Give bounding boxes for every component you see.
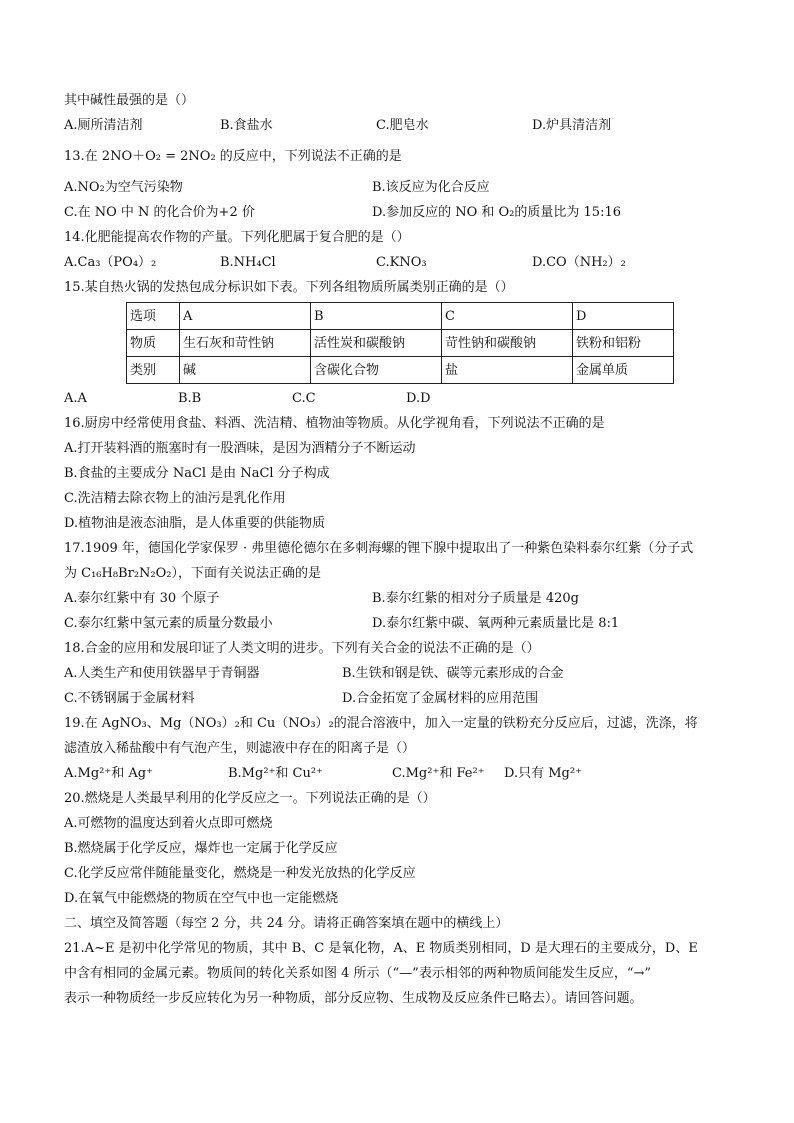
q17-option-d: D.泰尔红紫中碳、氧两种元素质量比是 8:1: [372, 616, 620, 631]
section-2-heading: 二、填空及简答题（每空 2 分，共 24 分。请将正确答案填在题中的横线上）: [64, 916, 509, 931]
q21-line2: 中含有相同的金属元素。物质间的转化关系如图 4 所示（“—”表示相邻的两种物质间能发生反应，“→”: [64, 966, 652, 981]
q13-options-row1: [64, 175, 744, 200]
q17-options-row2: [64, 611, 744, 636]
table-row: [127, 303, 674, 330]
table-cell: C: [442, 303, 573, 330]
q19-options: [64, 761, 744, 786]
q17-option-a: A.泰尔红紫中有 30 个原子: [64, 591, 220, 606]
table-cell: 生石灰和苛性钠: [180, 330, 311, 357]
q18-option-c: C.不锈钢属于金属材料: [64, 691, 195, 706]
q15-option-a: A.A: [64, 391, 87, 406]
table-cell: A: [180, 303, 311, 330]
q18-options-row1: [64, 661, 744, 686]
q14-option-d: D.CO（NH₂）₂: [532, 255, 626, 270]
q16-option-b: B.食盐的主要成分 NaCl 是由 NaCl 分子构成: [64, 466, 330, 481]
q12-option-d: D.炉具清洁剂: [532, 118, 612, 133]
q18-option-b: B.生铁和钢是铁、碳等元素形成的合金: [342, 666, 564, 681]
q14-option-a: A.Ca₃（PO₄）₂: [64, 255, 157, 270]
q20-stem: 20.燃烧是人类最早利用的化学反应之一。下列说法正确的是（）: [64, 791, 436, 806]
q16-option-d: D.植物油是液态油脂，是人体重要的供能物质: [64, 516, 326, 531]
q12-stem: 其中碱性最强的是（）: [64, 93, 195, 108]
q19-stem-line1: 19.在 AgNO₃、Mg（NO₃）₂和 Cu（NO₃）₂的混合溶液中，加入一定量的铁粉充分反应后，过滤，洗涤，将: [64, 716, 698, 731]
table-cell: 活性炭和碳酸钠: [311, 330, 442, 357]
q16-stem: 16.厨房中经常使用食盐、料酒、洗洁精、植物油等物质。从化学视角看，下列说法不正确的是: [64, 416, 605, 431]
q16-option-c: C.洗洁精去除衣物上的油污是乳化作用: [64, 491, 286, 506]
q12-option-c: C.肥皂水: [376, 118, 429, 133]
table-cell: 盐: [442, 357, 573, 384]
q13-option-c: C.在 NO 中 N 的化合价为+2 价: [64, 205, 255, 220]
q13-stem: 13.在 2NO＋O₂ = 2NO₂ 的反应中，下列说法不正确的是: [64, 149, 402, 164]
q18-options-row2: [64, 686, 744, 711]
q17-stem-line1: 17.1909 年，德国化学家保罗 · 弗里德伦德尔在多刺海螺的锂下腺中提取出了一种紫色染料泰尔红紫（分子式: [64, 541, 694, 556]
q17-stem-line2: 为 C₁₆H₈Br₂N₂O₂），下面有关说法正确的是: [64, 566, 321, 581]
q13-option-a: A.NO₂为空气污染物: [64, 180, 183, 195]
q20-option-b: B.燃烧属于化学反应，爆炸也一定属于化学反应: [64, 841, 338, 856]
q15-options: [64, 386, 744, 411]
q14-option-b: B.NH₄Cl: [220, 255, 276, 270]
q19-option-a: A.Mg²⁺和 Ag⁺: [64, 766, 153, 781]
q19-option-c: C.Mg²⁺和 Fe²⁺: [392, 766, 485, 781]
q17-options-row1: [64, 586, 744, 611]
q18-option-a: A.人类生产和使用铁器早于青铜器: [64, 666, 260, 681]
table-cell: 苛性钠和碳酸钠: [442, 330, 573, 357]
q21-line3: 表示一种物质经一步反应转化为另一种物质，部分反应物、生成物及反应条件已略去）。请回答问题。: [64, 991, 643, 1006]
q17-option-b: B.泰尔红紫的相对分子质量是 420g: [372, 591, 579, 606]
q20-option-a: A.可燃物的温度达到着火点即可燃烧: [64, 816, 273, 831]
table-row: [127, 330, 674, 357]
q16-option-a: A.打开装料酒的瓶塞时有一股酒味，是因为酒精分子不断运动: [64, 441, 416, 456]
table-row: [127, 357, 674, 384]
q19-option-b: B.Mg²⁺和 Cu²⁺: [228, 766, 323, 781]
table-cell: 含碳化合物: [311, 357, 442, 384]
q13-option-d: D.参加反应的 NO 和 O₂的质量比为 15:16: [372, 205, 621, 220]
q20-option-d: D.在氧气中能燃烧的物质在空气中也一定能燃烧: [64, 891, 339, 906]
q12-options: [64, 113, 744, 138]
exam-page: [64, 88, 744, 1011]
q18-stem: 18.合金的应用和发展印证了人类文明的进步。下列有关合金的说法不正确的是（）: [64, 641, 540, 656]
q15-option-c: C.C: [292, 391, 316, 406]
q17-option-c: C.泰尔红紫中氢元素的质量分数最小: [64, 616, 273, 631]
q14-options: [64, 250, 744, 275]
q15-option-b: B.B: [178, 391, 202, 406]
q12-option-b: B.食盐水: [220, 118, 273, 133]
q12-option-a: A.厕所清洁剂: [64, 118, 143, 133]
q19-option-d: D.只有 Mg²⁺: [504, 766, 582, 781]
table-cell: 物质: [127, 330, 180, 357]
table-cell: 铁粉和铝粉: [573, 330, 674, 357]
q19-stem-line2: 滤渣放入稀盐酸中有气泡产生，则滤液中存在的阳离子是（）: [64, 741, 416, 756]
table-cell: 碱: [180, 357, 311, 384]
table-cell: 选项: [127, 303, 180, 330]
q15-table: [126, 302, 674, 384]
table-cell: B: [311, 303, 442, 330]
q14-stem: 14.化肥能提高农作物的产量。下列化肥属于复合肥的是（）: [64, 230, 410, 245]
q15-option-d: D.D: [406, 391, 431, 406]
table-cell: 类别: [127, 357, 180, 384]
q13-options-row2: [64, 200, 744, 225]
q21-line1: 21.A~E 是初中化学常见的物质，其中 B、C 是氧化物，A、E 物质类别相同，D 是大理石的主要成分，D、E: [64, 941, 698, 956]
q13-option-b: B.该反应为化合反应: [372, 180, 490, 195]
q15-stem: 15.某自热火锅的发热包成分标识如下表。下列各组物质所属类别正确的是（）: [64, 280, 514, 295]
q18-option-d: D.合金拓宽了金属材料的应用范围: [342, 691, 539, 706]
table-cell: 金属单质: [573, 357, 674, 384]
q20-option-c: C.化学反应常伴随能量变化，燃烧是一种发光放热的化学反应: [64, 866, 416, 881]
q14-option-c: C.KNO₃: [376, 255, 427, 270]
table-cell: D: [573, 303, 674, 330]
